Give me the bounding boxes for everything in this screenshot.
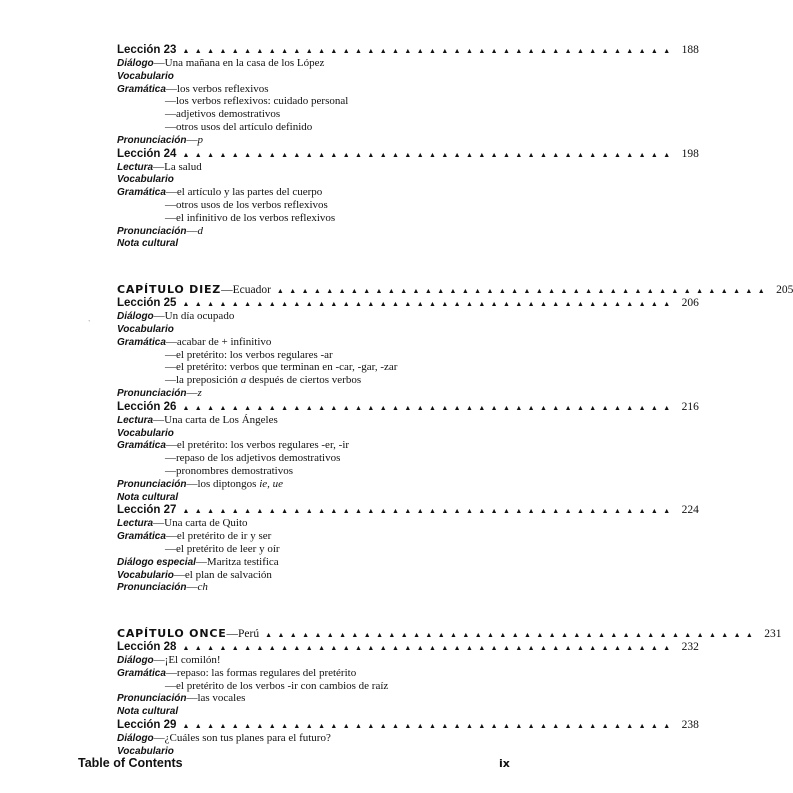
entry-label: Vocabulario (117, 427, 174, 439)
entry-dash: — (186, 581, 198, 594)
entry-dash: — (173, 568, 185, 581)
subentry-text: —otros usos de los verbos reflexivos (165, 198, 328, 211)
subentry-text: —adjetivos demostrativos (165, 108, 281, 121)
toc-subentry (117, 212, 481, 225)
entry-text: z (197, 386, 202, 399)
subentry-text: —el pretérito: verbos que terminan en -car, -gar, -zar (165, 361, 398, 374)
toc-entry (117, 705, 481, 718)
page-number: 231 (764, 628, 782, 641)
toc-subentry (117, 465, 481, 478)
entry-dash: — (165, 186, 177, 199)
entry-text: Una carta de Quito (164, 517, 248, 530)
entry-dash: — (153, 57, 165, 69)
toc-entry (117, 491, 481, 504)
entry-label: Lectura (117, 518, 154, 530)
entry-text: La salud (164, 160, 202, 173)
toc-entry (117, 581, 481, 594)
lesson-heading (117, 297, 699, 310)
entry-text: el artículo y las partes del cuerpo (176, 186, 323, 199)
entry-dash: — (153, 413, 165, 426)
toc-subentry (117, 680, 481, 693)
toc-entry (117, 387, 481, 400)
dot-leader: ▲▲▲▲▲▲▲▲▲▲▲▲▲▲▲▲▲▲▲▲▲▲▲▲▲▲▲▲▲▲▲▲▲▲▲▲▲▲▲▲ (265, 631, 759, 640)
toc-entry (117, 134, 481, 147)
toc-entry (117, 336, 481, 349)
entry-label: Gramática (117, 531, 166, 543)
toc-entry (117, 667, 481, 680)
table-of-contents (117, 44, 793, 758)
entry-label: Diálogo (117, 733, 154, 745)
lesson-title: Lección 28 (117, 641, 177, 654)
entry-label: Diálogo (117, 311, 154, 323)
entry-dash: — (186, 692, 198, 705)
lesson-title: Lección 24 (117, 147, 177, 160)
subentry-text: —pronombres demostrativos (165, 464, 294, 477)
chapter-title: CAPÍTULO DIEZ (117, 283, 222, 297)
entry-text: Un día ocupado (164, 310, 235, 323)
entry-label: Gramática (117, 83, 166, 95)
toc-subentry (117, 199, 481, 212)
entry-dash: — (153, 732, 165, 745)
lesson-title: Lección 27 (117, 504, 177, 517)
lesson-title: Lección 26 (117, 400, 177, 413)
lesson-title: Lección 25 (117, 297, 177, 310)
footer-title: Table of Contents (78, 756, 183, 770)
entry-label: Diálogo especial (117, 556, 196, 568)
entry-text: Una carta de Los Ángeles (164, 413, 278, 426)
entry-label: Pronunciación (117, 478, 187, 490)
toc-subentry (117, 121, 481, 134)
chapter-dash: — (221, 284, 233, 297)
entry-label: Pronunciación (117, 134, 187, 146)
subentry-text: —el pretérito de los verbos -ir con cambios de raíz (165, 679, 389, 692)
entry-dash: — (186, 386, 198, 399)
chapter-country: Perú (238, 628, 260, 641)
toc-entry (117, 692, 481, 705)
entry-label: Nota cultural (117, 491, 179, 503)
toc-subentry (117, 361, 481, 374)
entry-dash: — (165, 82, 177, 95)
entry-label: Nota cultural (117, 238, 179, 250)
toc-entry (117, 439, 481, 452)
entry-dash: — (153, 160, 165, 173)
entry-text: los verbos reflexivos (176, 82, 269, 95)
entry-label: Vocabulario (117, 174, 174, 186)
entry-dash: — (165, 666, 177, 679)
chapter-country: Ecuador (232, 284, 271, 297)
entry-text: Maritza testifica (206, 555, 279, 568)
lesson-heading (117, 641, 699, 654)
entry-dash: — (165, 530, 177, 543)
subentry-text: —repaso de los adjetivos demostrativos (165, 452, 341, 465)
page-number: 216 (681, 400, 699, 413)
dot-leader: ▲▲▲▲▲▲▲▲▲▲▲▲▲▲▲▲▲▲▲▲▲▲▲▲▲▲▲▲▲▲▲▲▲▲▲▲▲▲▲▲ (182, 507, 676, 516)
subentry-text: —el pretérito de leer y oír (165, 542, 280, 555)
entry-text: d (197, 224, 203, 237)
toc-entry (117, 569, 481, 582)
toc-entry (117, 556, 481, 569)
entry-label: Diálogo (117, 655, 154, 667)
entry-text: los diptongos (197, 477, 260, 490)
entry-text: el pretérito de ir y ser (176, 530, 272, 543)
chapter-heading (117, 627, 782, 641)
subentry-text: —la preposición (165, 374, 241, 387)
toc-entry (117, 83, 481, 96)
entry-dash: — (186, 477, 198, 490)
toc-entry (117, 161, 481, 174)
entry-text: el pretérito: los verbos regulares -er, -ir (176, 439, 350, 452)
entry-label: Pronunciación (117, 387, 187, 399)
entry-text: Una mañana en la casa de los López (164, 57, 325, 69)
dot-leader: ▲▲▲▲▲▲▲▲▲▲▲▲▲▲▲▲▲▲▲▲▲▲▲▲▲▲▲▲▲▲▲▲▲▲▲▲▲▲▲▲ (276, 287, 771, 296)
footer-page-number: ix (499, 757, 510, 770)
entry-dash: — (153, 654, 165, 667)
toc-entry (117, 654, 481, 667)
subentry-text: —otros usos del artículo definido (165, 120, 313, 133)
entry-text: acabar de + infinitivo (176, 335, 272, 348)
entry-text: ch (197, 581, 208, 594)
dot-leader: ▲▲▲▲▲▲▲▲▲▲▲▲▲▲▲▲▲▲▲▲▲▲▲▲▲▲▲▲▲▲▲▲▲▲▲▲▲▲▲▲ (182, 300, 676, 309)
subentry-text: —el infinitivo de los verbos reflexivos (165, 211, 336, 224)
toc-entry (117, 310, 481, 323)
page-number: 224 (681, 504, 699, 517)
entry-label: Pronunciación (117, 693, 187, 705)
entry-dash: — (165, 335, 177, 348)
toc-entry (117, 323, 481, 336)
toc-subentry (117, 452, 481, 465)
entry-emphasis: ie, ue (259, 477, 284, 490)
entry-dash: — (165, 439, 177, 452)
entry-label: Lectura (117, 414, 154, 426)
toc-subentry (117, 349, 481, 362)
subentry-text: —los verbos reflexivos: cuidado personal (165, 95, 349, 108)
dot-leader: ▲▲▲▲▲▲▲▲▲▲▲▲▲▲▲▲▲▲▲▲▲▲▲▲▲▲▲▲▲▲▲▲▲▲▲▲▲▲▲▲ (182, 403, 676, 412)
entry-dash: — (186, 224, 198, 237)
lesson-heading (117, 400, 699, 414)
toc-subentry (117, 95, 481, 108)
toc-entry (117, 732, 481, 745)
toc-entry (117, 427, 481, 440)
toc-subentry (117, 108, 481, 121)
toc-entry (117, 186, 481, 199)
entry-text: el plan de salvación (184, 568, 272, 581)
entry-text: p (197, 133, 203, 146)
entry-label: Pronunciación (117, 582, 187, 594)
toc-entry (117, 478, 481, 491)
entry-label: Vocabulario (117, 745, 174, 757)
chapter-dash: — (226, 628, 239, 641)
entry-label: Vocabulario (117, 323, 174, 335)
toc-entry (117, 173, 481, 186)
subentry-emphasis: a (240, 374, 247, 387)
page-number: 205 (776, 284, 793, 297)
lesson-heading (117, 719, 699, 732)
entry-label: Gramática (117, 667, 166, 679)
subentry-text: —el pretérito: los verbos regulares -ar (165, 348, 333, 361)
entry-label: Gramática (117, 336, 166, 348)
toc-entry (117, 530, 481, 543)
entry-text: ¿Cuáles son tus planes para el futuro? (164, 732, 331, 745)
page-number: 188 (681, 44, 699, 56)
dot-leader: ▲▲▲▲▲▲▲▲▲▲▲▲▲▲▲▲▲▲▲▲▲▲▲▲▲▲▲▲▲▲▲▲▲▲▲▲▲▲▲▲ (182, 47, 676, 55)
lesson-title: Lección 29 (117, 719, 177, 732)
subentry-text-after: después de ciertos verbos (246, 374, 362, 387)
entry-text: repaso: las formas regulares del pretérito (176, 666, 357, 679)
entry-label: Gramática (117, 440, 166, 452)
chapter-title: CAPÍTULO ONCE (117, 627, 227, 641)
lesson-heading (117, 147, 699, 161)
entry-dash: — (195, 555, 207, 568)
entry-label: Diálogo (117, 58, 154, 69)
dot-leader: ▲▲▲▲▲▲▲▲▲▲▲▲▲▲▲▲▲▲▲▲▲▲▲▲▲▲▲▲▲▲▲▲▲▲▲▲▲▲▲▲ (182, 722, 676, 731)
lesson-heading (117, 44, 699, 57)
toc-entry (117, 237, 481, 250)
entry-dash: — (186, 133, 198, 146)
toc-entry (117, 57, 481, 70)
entry-label: Lectura (117, 161, 154, 173)
page-number: 238 (681, 719, 699, 732)
toc-subentry (117, 543, 481, 556)
toc-entry (117, 70, 481, 83)
entry-dash: — (153, 517, 165, 530)
toc-entry (117, 414, 481, 427)
lesson-heading (117, 504, 699, 517)
lesson-title: Lección 23 (117, 44, 177, 56)
page-number: 198 (681, 147, 699, 160)
page-number: 206 (681, 297, 699, 310)
entry-text: ¡El comilón! (164, 654, 221, 667)
page-number: 232 (681, 641, 699, 654)
toc-entry (117, 517, 481, 530)
entry-label: Nota cultural (117, 706, 179, 718)
entry-dash: — (153, 310, 165, 323)
toc-subentry (117, 374, 481, 387)
entry-label: Vocabulario (117, 70, 174, 82)
dot-leader: ▲▲▲▲▲▲▲▲▲▲▲▲▲▲▲▲▲▲▲▲▲▲▲▲▲▲▲▲▲▲▲▲▲▲▲▲▲▲▲▲ (182, 644, 676, 653)
entry-label: Pronunciación (117, 225, 187, 237)
entry-text: las vocales (197, 692, 246, 705)
dot-leader: ▲▲▲▲▲▲▲▲▲▲▲▲▲▲▲▲▲▲▲▲▲▲▲▲▲▲▲▲▲▲▲▲▲▲▲▲▲▲▲▲ (182, 150, 676, 159)
chapter-heading (117, 283, 793, 297)
entry-label: Vocabulario (117, 569, 174, 581)
entry-label: Gramática (117, 187, 166, 199)
toc-entry (117, 225, 481, 238)
scan-mark: ˋ (88, 319, 91, 328)
